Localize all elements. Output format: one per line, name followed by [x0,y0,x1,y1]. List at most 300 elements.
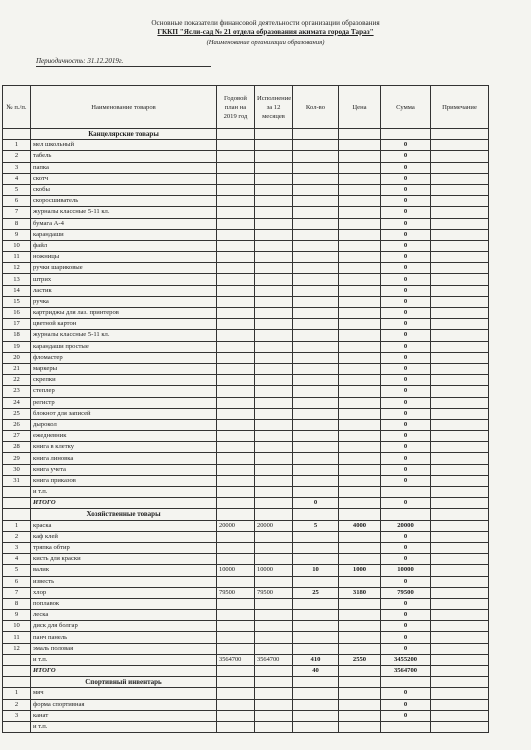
table-row [3,263,489,274]
cell-qty: 5 [293,520,339,531]
cell-qty: 40 [293,666,339,677]
cell-price [339,431,381,442]
cell-name: карандаши простые [31,341,217,352]
cell-sum: 0 [381,296,431,307]
cell-note [431,464,489,475]
cell-name: и т.п. [31,721,217,732]
cell-plan: 10000 [217,565,255,576]
cell-qty [293,632,339,643]
cell-note [431,363,489,374]
cell-price [339,621,381,632]
header-cell-sum: Сумма [381,86,431,129]
cell-sum: 0 [381,140,431,151]
cell-done [255,341,293,352]
cell-name: хлор [31,587,217,598]
cell-number: 3 [3,542,31,553]
organization-name [0,28,531,37]
cell-price [339,498,381,509]
cell-note [431,643,489,654]
cell-qty [293,375,339,386]
cell-price [339,173,381,184]
cell-note [431,274,489,285]
table-row [3,688,489,699]
cell-qty [293,274,339,285]
cell-plan [217,285,255,296]
cell-number: 14 [3,285,31,296]
cell-qty [293,308,339,319]
cell-note [431,229,489,240]
cell-plan [217,184,255,195]
cell-number: 16 [3,308,31,319]
cell-number: 8 [3,598,31,609]
cell-note [431,542,489,553]
cell-plan [217,598,255,609]
period-underline [36,66,211,67]
cell-done [255,632,293,643]
cell-plan [217,487,255,498]
cell-note [431,565,489,576]
table-row [3,408,489,419]
cell-sum: 0 [381,363,431,374]
cell-note [431,721,489,732]
cell-name: ножницы [31,252,217,263]
cell-sum: 0 [381,375,431,386]
cell-done [255,252,293,263]
table-row [3,386,489,397]
cell-plan: 3564700 [217,654,255,665]
cell-sum: 0 [381,397,431,408]
cell-done [255,162,293,173]
cell-note [431,610,489,621]
cell-sum: 0 [381,151,431,162]
cell-done [255,140,293,151]
cell-price [339,509,381,520]
cell-sum: 10000 [381,565,431,576]
cell-plan [217,330,255,341]
financial-table [2,85,489,733]
cell-qty [293,643,339,654]
cell-done: 10000 [255,565,293,576]
cell-qty [293,285,339,296]
cell-price [339,610,381,621]
cell-sum: 0 [381,330,431,341]
cell-number: 28 [3,442,31,453]
cell-number: 26 [3,419,31,430]
cell-sum: 0 [381,162,431,173]
cell-name: эмаль половая [31,643,217,654]
cell-done [255,677,293,688]
cell-sum: 0 [381,285,431,296]
cell-qty [293,129,339,140]
cell-qty [293,162,339,173]
table-row [3,184,489,195]
cell-note [431,688,489,699]
cell-sum: 0 [381,240,431,251]
table-row [3,229,489,240]
cell-note [431,240,489,251]
cell-plan [217,363,255,374]
table-row [3,151,489,162]
cell-name: степлер [31,386,217,397]
cell-done [255,352,293,363]
cell-done [255,173,293,184]
cell-note [431,710,489,721]
section-title: Хозяйственные товары [31,509,217,520]
cell-price [339,408,381,419]
cell-qty [293,688,339,699]
table-row [3,531,489,542]
cell-name: бумага А-4 [31,218,217,229]
cell-done [255,419,293,430]
cell-sum: 0 [381,274,431,285]
cell-name: табель [31,151,217,162]
cell-number: 8 [3,218,31,229]
table-row [3,341,489,352]
table-row [3,721,489,732]
cell-name: фломастер [31,352,217,363]
cell-qty: 10 [293,565,339,576]
cell-price [339,162,381,173]
table-row [3,587,489,598]
organization-name-text: ГККП "Ясли-сад № 21 отдела образования акимата города Тараз" [157,28,374,36]
cell-plan [217,531,255,542]
table-row [3,565,489,576]
cell-qty [293,431,339,442]
cell-price [339,196,381,207]
cell-name: цветной картон [31,319,217,330]
cell-qty [293,442,339,453]
cell-price [339,274,381,285]
cell-name: книга учета [31,464,217,475]
cell-name: мяч [31,688,217,699]
cell-name: файл [31,240,217,251]
table-row [3,162,489,173]
cell-qty [293,151,339,162]
cell-plan: 79500 [217,587,255,598]
cell-number: 31 [3,475,31,486]
cell-done [255,129,293,140]
table-row [3,475,489,486]
cell-note [431,162,489,173]
table-row [3,363,489,374]
cell-plan [217,229,255,240]
cell-done [255,531,293,542]
cell-price [339,184,381,195]
table-row [3,699,489,710]
cell-number [3,487,31,498]
cell-name: известь [31,576,217,587]
table-row [3,621,489,632]
cell-done [255,621,293,632]
cell-number: 22 [3,375,31,386]
cell-sum: 0 [381,643,431,654]
cell-note [431,531,489,542]
cell-qty [293,408,339,419]
cell-number: 2 [3,699,31,710]
cell-note [431,129,489,140]
cell-done [255,498,293,509]
cell-plan [217,554,255,565]
cell-done [255,274,293,285]
cell-plan [217,699,255,710]
cell-sum: 0 [381,453,431,464]
cell-plan: 20000 [217,520,255,531]
cell-sum: 0 [381,498,431,509]
header-cell-plan: Годовой план на 2019 год [217,86,255,129]
table-row [3,397,489,408]
table-row [3,419,489,430]
cell-done [255,296,293,307]
cell-name: картриджы для лаз. принтеров [31,308,217,319]
cell-number: 7 [3,207,31,218]
table-row [3,464,489,475]
cell-number: 7 [3,587,31,598]
cell-qty [293,710,339,721]
cell-number: 24 [3,397,31,408]
cell-qty [293,296,339,307]
cell-note [431,453,489,464]
section-row [3,677,489,688]
cell-price [339,229,381,240]
cell-qty [293,229,339,240]
cell-number [3,654,31,665]
total-row [3,666,489,677]
cell-number: 12 [3,263,31,274]
cell-qty [293,699,339,710]
cell-plan [217,419,255,430]
cell-done [255,442,293,453]
table-row [3,319,489,330]
cell-qty [293,576,339,587]
cell-plan [217,576,255,587]
cell-sum: 0 [381,196,431,207]
cell-plan [217,442,255,453]
cell-plan [217,397,255,408]
cell-plan [217,386,255,397]
cell-qty [293,330,339,341]
cell-price: 2550 [339,654,381,665]
cell-note [431,520,489,531]
cell-qty [293,140,339,151]
cell-plan [217,542,255,553]
cell-qty [293,240,339,251]
cell-sum: 0 [381,688,431,699]
cell-price [339,554,381,565]
cell-price [339,218,381,229]
cell-note [431,140,489,151]
cell-plan [217,319,255,330]
cell-done [255,408,293,419]
cell-price [339,330,381,341]
cell-qty [293,598,339,609]
cell-number [3,129,31,140]
cell-sum: 0 [381,431,431,442]
cell-price [339,721,381,732]
cell-sum: 0 [381,632,431,643]
cell-number: 25 [3,408,31,419]
cell-name: канат [31,710,217,721]
cell-done [255,576,293,587]
cell-done [255,542,293,553]
cell-name: книга линовка [31,453,217,464]
header-cell-qty: Кол-во [293,86,339,129]
cell-done [255,397,293,408]
cell-number [3,498,31,509]
cell-sum [381,677,431,688]
cell-note [431,587,489,598]
cell-name: скотч [31,173,217,184]
cell-number: 29 [3,453,31,464]
cell-name: скоросшиватель [31,196,217,207]
cell-note [431,621,489,632]
table-row [3,610,489,621]
cell-plan [217,207,255,218]
section-row [3,129,489,140]
cell-name: мел школьный [31,140,217,151]
cell-qty [293,173,339,184]
cell-name: и т.п. [31,487,217,498]
cell-number: 18 [3,330,31,341]
cell-sum: 3455200 [381,654,431,665]
cell-plan [217,453,255,464]
cell-qty [293,196,339,207]
cell-plan [217,464,255,475]
cell-number: 5 [3,565,31,576]
header-cell-price: Цена [339,86,381,129]
cell-price [339,207,381,218]
cell-note [431,308,489,319]
section-row [3,509,489,520]
cell-qty [293,252,339,263]
table-row [3,330,489,341]
cell-qty [293,531,339,542]
cell-price [339,632,381,643]
cell-name: карандаши [31,229,217,240]
cell-sum [381,721,431,732]
cell-plan [217,352,255,363]
cell-plan [217,308,255,319]
cell-plan [217,140,255,151]
table-row [3,285,489,296]
cell-done [255,610,293,621]
cell-price [339,419,381,430]
cell-plan [217,431,255,442]
table-row [3,207,489,218]
cell-note [431,598,489,609]
cell-qty [293,386,339,397]
cell-note [431,330,489,341]
cell-name: папка [31,162,217,173]
cell-sum: 0 [381,207,431,218]
cell-plan [217,263,255,274]
table-row [3,296,489,307]
cell-note [431,576,489,587]
header-cell-note: Примечание [431,86,489,129]
section-title: Канцелярские товары [31,129,217,140]
cell-plan [217,252,255,263]
cell-number: 5 [3,184,31,195]
cell-number: 11 [3,252,31,263]
cell-number: 12 [3,643,31,654]
cell-price [339,352,381,363]
cell-name: диск для болгар [31,621,217,632]
cell-done [255,151,293,162]
cell-note [431,419,489,430]
cell-note [431,677,489,688]
cell-sum: 0 [381,710,431,721]
cell-done [255,184,293,195]
cell-note [431,151,489,162]
table-row [3,375,489,386]
cell-plan [217,173,255,184]
table-row [3,576,489,587]
table-row [3,554,489,565]
cell-sum: 20000 [381,520,431,531]
cell-qty: 410 [293,654,339,665]
cell-qty [293,341,339,352]
cell-note [431,218,489,229]
total-row [3,498,489,509]
period-label: Периодичность: 31.12.2019г. [36,57,124,65]
table-row [3,654,489,665]
cell-price: 1000 [339,565,381,576]
cell-done [255,453,293,464]
cell-note [431,666,489,677]
cell-note [431,341,489,352]
cell-price [339,397,381,408]
cell-done [255,196,293,207]
cell-price [339,453,381,464]
table-row [3,173,489,184]
cell-sum: 0 [381,173,431,184]
cell-qty [293,721,339,732]
cell-sum: 0 [381,442,431,453]
cell-name: краска [31,520,217,531]
section-title: Спортивный инвентарь [31,677,217,688]
cell-number [3,666,31,677]
cell-done: 79500 [255,587,293,598]
cell-name: скобы [31,184,217,195]
cell-number: 13 [3,274,31,285]
cell-done [255,308,293,319]
cell-name: журналы классные 5-11 кл. [31,207,217,218]
table-row [3,598,489,609]
table-header-row [3,86,489,129]
cell-plan [217,643,255,654]
cell-sum: 0 [381,308,431,319]
cell-number: 2 [3,531,31,542]
cell-done [255,666,293,677]
cell-price [339,542,381,553]
cell-note [431,352,489,363]
cell-plan [217,688,255,699]
cell-name: блокнот для записей [31,408,217,419]
cell-plan [217,621,255,632]
cell-sum: 0 [381,542,431,553]
cell-price [339,285,381,296]
cell-name: книга в клетку [31,442,217,453]
cell-done [255,363,293,374]
cell-qty [293,554,339,565]
table-row [3,453,489,464]
cell-sum: 0 [381,352,431,363]
organization-caption: (Наименование организации образования) [206,39,325,46]
cell-qty [293,184,339,195]
table-row [3,274,489,285]
cell-price [339,151,381,162]
cell-note [431,487,489,498]
cell-done: 20000 [255,520,293,531]
